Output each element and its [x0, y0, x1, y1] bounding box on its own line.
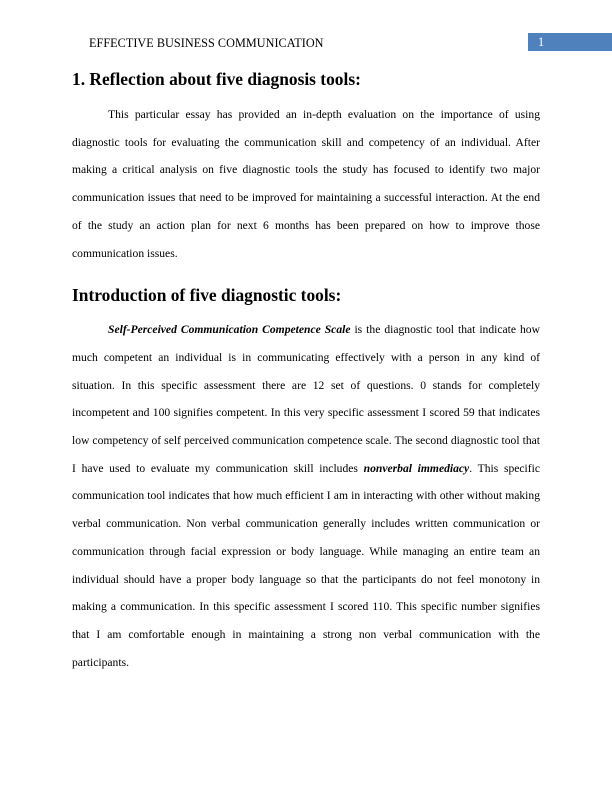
section-heading-introduction: Introduction of five diagnostic tools:: [72, 285, 342, 306]
term-self-perceived-scale: Self-Perceived Communication Competence Scale: [108, 323, 351, 337]
paragraph-text-b: . This specific communication tool indicates that how much efficient I am in interacting with other without making verbal communication. Non verbal communication generally includes written communication or communication through facial expression or body language. While managing an entire team an individual should have a proper body language so that the participants do not feel monotony in making a communication. In this specific assessment I scored 110. This specific number signifies that I am comfortable enough in maintaining a strong non verbal communication with the participants.: [72, 461, 540, 669]
document-body: [72, 69, 540, 676]
page-number-box: [528, 33, 612, 51]
paragraph-reflection: This particular essay has provided an in-depth evaluation on the importance of using diagnostic tools for evaluating the communication skill and competency of an individual. After making a critical analysis on five diagnostic tools the study has focused to identify two major communication issues that need to be improved for maintaining a successful interaction. At the end of the study an action plan for next 6 months has been prepared on how to improve those communication issues.: [72, 108, 540, 260]
section-heading-reflection: 1. Reflection about five diagnosis tools:: [72, 69, 361, 89]
paragraph-text-a: is the diagnostic tool that indicate how much competent an individual is in communicating effectively with a person in any kind of situation. In this specific assessment there are 12 set of questions. 0 stands for completely incompetent and 100 signifies competent. In this very specific assessment I scored 59 that indicates low competency of self perceived communication competence scale. The second diagnostic tool that I have used to evaluate my communication skill includes: [72, 323, 540, 475]
page-number: 1: [538, 35, 545, 49]
paragraph-introduction: [72, 316, 540, 676]
running-header-title: EFFECTIVE BUSINESS COMMUNICATION: [89, 36, 324, 50]
term-nonverbal-immediacy: nonverbal immediacy: [363, 461, 470, 475]
